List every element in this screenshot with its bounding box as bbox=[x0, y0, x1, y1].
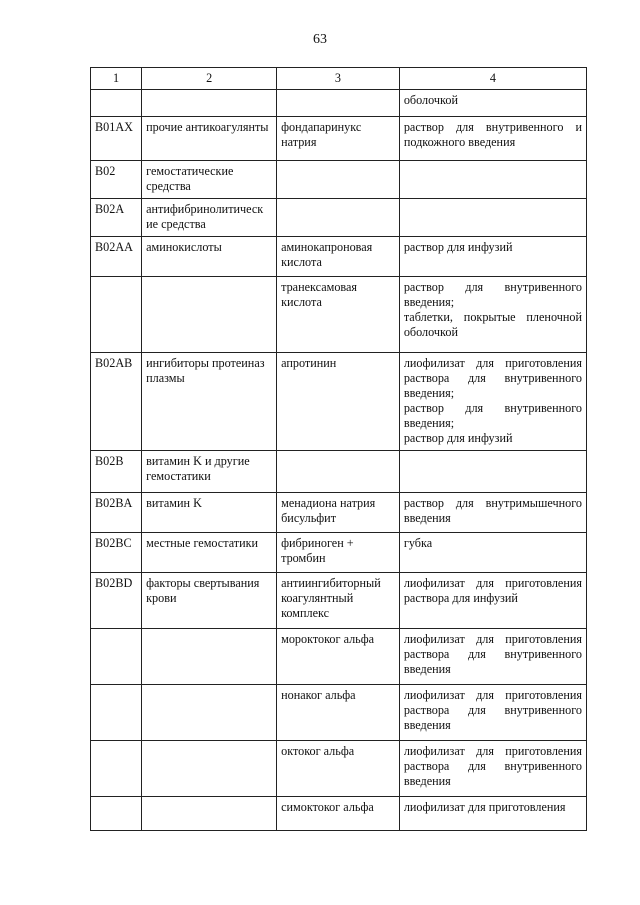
code-cell bbox=[91, 797, 142, 831]
table-row bbox=[91, 533, 587, 573]
code-cell: B02 bbox=[91, 161, 142, 199]
dosage-form: таблетки, покрытые пленочной оболочкой bbox=[403, 310, 582, 339]
drug-cell: фибриноген + тромбин bbox=[277, 533, 400, 573]
forms-cell bbox=[399, 277, 586, 353]
table-row bbox=[91, 237, 587, 277]
table-row bbox=[91, 797, 587, 831]
dosage-form: лиофилизат для приготовления раствора для внутривенного введения bbox=[403, 688, 582, 732]
table-row bbox=[91, 629, 587, 685]
group-cell bbox=[142, 277, 277, 353]
forms-cell bbox=[399, 353, 586, 451]
forms-cell bbox=[399, 117, 586, 161]
forms-cell bbox=[399, 90, 586, 117]
forms-cell bbox=[399, 451, 586, 493]
table-row bbox=[91, 277, 587, 353]
header-cell: 3 bbox=[277, 68, 400, 90]
forms-cell bbox=[399, 797, 586, 831]
code-cell: B02BA bbox=[91, 493, 142, 533]
drug-cell: апротинин bbox=[277, 353, 400, 451]
group-cell: факторы свертывания крови bbox=[142, 573, 277, 629]
forms-cell bbox=[399, 629, 586, 685]
forms-cell bbox=[399, 685, 586, 741]
drug-cell: менадиона натрия бисульфит bbox=[277, 493, 400, 533]
table-body bbox=[91, 90, 587, 831]
table-row bbox=[91, 451, 587, 493]
dosage-form: раствор для инфузий bbox=[403, 431, 513, 445]
forms-cell bbox=[399, 493, 586, 533]
code-cell: B02AA bbox=[91, 237, 142, 277]
group-cell: антифибринолитическ ие средства bbox=[142, 199, 277, 237]
header-cell: 4 bbox=[399, 68, 586, 90]
group-cell: ингибиторы протеиназ плазмы bbox=[142, 353, 277, 451]
code-cell: B02B bbox=[91, 451, 142, 493]
dosage-form: губка bbox=[403, 536, 433, 550]
page-number: 63 bbox=[313, 32, 327, 47]
forms-cell bbox=[399, 533, 586, 573]
drug-cell: мороктоког альфа bbox=[277, 629, 400, 685]
drug-cell bbox=[277, 199, 400, 237]
dosage-form: лиофилизат для приготовления раствора для инфузий bbox=[403, 576, 582, 605]
table-row bbox=[91, 685, 587, 741]
code-cell: B02BD bbox=[91, 573, 142, 629]
drug-cell: аминокапроновая кислота bbox=[277, 237, 400, 277]
drug-cell: симоктоког альфа bbox=[277, 797, 400, 831]
drug-cell: фондапаринукс натрия bbox=[277, 117, 400, 161]
table-row bbox=[91, 161, 587, 199]
table-row bbox=[91, 199, 587, 237]
group-cell bbox=[142, 629, 277, 685]
forms-cell bbox=[399, 161, 586, 199]
dosage-form: раствор для инфузий bbox=[403, 240, 513, 254]
drug-cell: транексамовая кислота bbox=[277, 277, 400, 353]
code-cell bbox=[91, 277, 142, 353]
dosage-form: оболочкой bbox=[403, 93, 458, 107]
group-cell: витамин K и другие гемостатики bbox=[142, 451, 277, 493]
forms-cell bbox=[399, 741, 586, 797]
dosage-form: лиофилизат для приготовления bbox=[403, 800, 566, 814]
code-cell bbox=[91, 90, 142, 117]
forms-cell bbox=[399, 573, 586, 629]
code-cell bbox=[91, 741, 142, 797]
code-cell: B02BC bbox=[91, 533, 142, 573]
table-row bbox=[91, 573, 587, 629]
forms-cell bbox=[399, 199, 586, 237]
header-row bbox=[91, 68, 587, 90]
table-row bbox=[91, 353, 587, 451]
group-cell bbox=[142, 797, 277, 831]
drug-table bbox=[90, 67, 587, 831]
group-cell bbox=[142, 90, 277, 117]
table-row bbox=[91, 117, 587, 161]
drug-cell bbox=[277, 90, 400, 117]
table-row bbox=[91, 741, 587, 797]
table-row bbox=[91, 90, 587, 117]
header-cell: 1 bbox=[91, 68, 142, 90]
drug-cell bbox=[277, 161, 400, 199]
group-cell: местные гемостатики bbox=[142, 533, 277, 573]
dosage-form: лиофилизат для приготовления раствора для внутривенного введения bbox=[403, 744, 582, 788]
drug-cell bbox=[277, 451, 400, 493]
group-cell: аминокислоты bbox=[142, 237, 277, 277]
drug-cell: нонаког альфа bbox=[277, 685, 400, 741]
dosage-form: раствор для внутривенного и подкожного введения bbox=[403, 120, 582, 149]
dosage-form: лиофилизат для приготовления раствора для внутривенного введения bbox=[403, 632, 582, 676]
forms-cell bbox=[399, 237, 586, 277]
code-cell bbox=[91, 685, 142, 741]
table-row bbox=[91, 493, 587, 533]
header-cell: 2 bbox=[142, 68, 277, 90]
drug-cell: октоког альфа bbox=[277, 741, 400, 797]
drug-cell: антиингибиторный коагулянтный комплекс bbox=[277, 573, 400, 629]
group-cell: гемостатические средства bbox=[142, 161, 277, 199]
dosage-form: раствор для внутривенного введения; bbox=[403, 401, 582, 430]
code-cell: B02A bbox=[91, 199, 142, 237]
code-cell: B02AB bbox=[91, 353, 142, 451]
group-cell bbox=[142, 685, 277, 741]
code-cell bbox=[91, 629, 142, 685]
dosage-form: раствор для внутримышечного введения bbox=[403, 496, 582, 525]
dosage-form: раствор для внутривенного введения; bbox=[403, 280, 582, 309]
group-cell: витамин K bbox=[142, 493, 277, 533]
dosage-form: лиофилизат для приготовления раствора для внутривенного введения; bbox=[403, 356, 582, 400]
group-cell bbox=[142, 741, 277, 797]
code-cell: B01AX bbox=[91, 117, 142, 161]
group-cell: прочие антикоагулянты bbox=[142, 117, 277, 161]
